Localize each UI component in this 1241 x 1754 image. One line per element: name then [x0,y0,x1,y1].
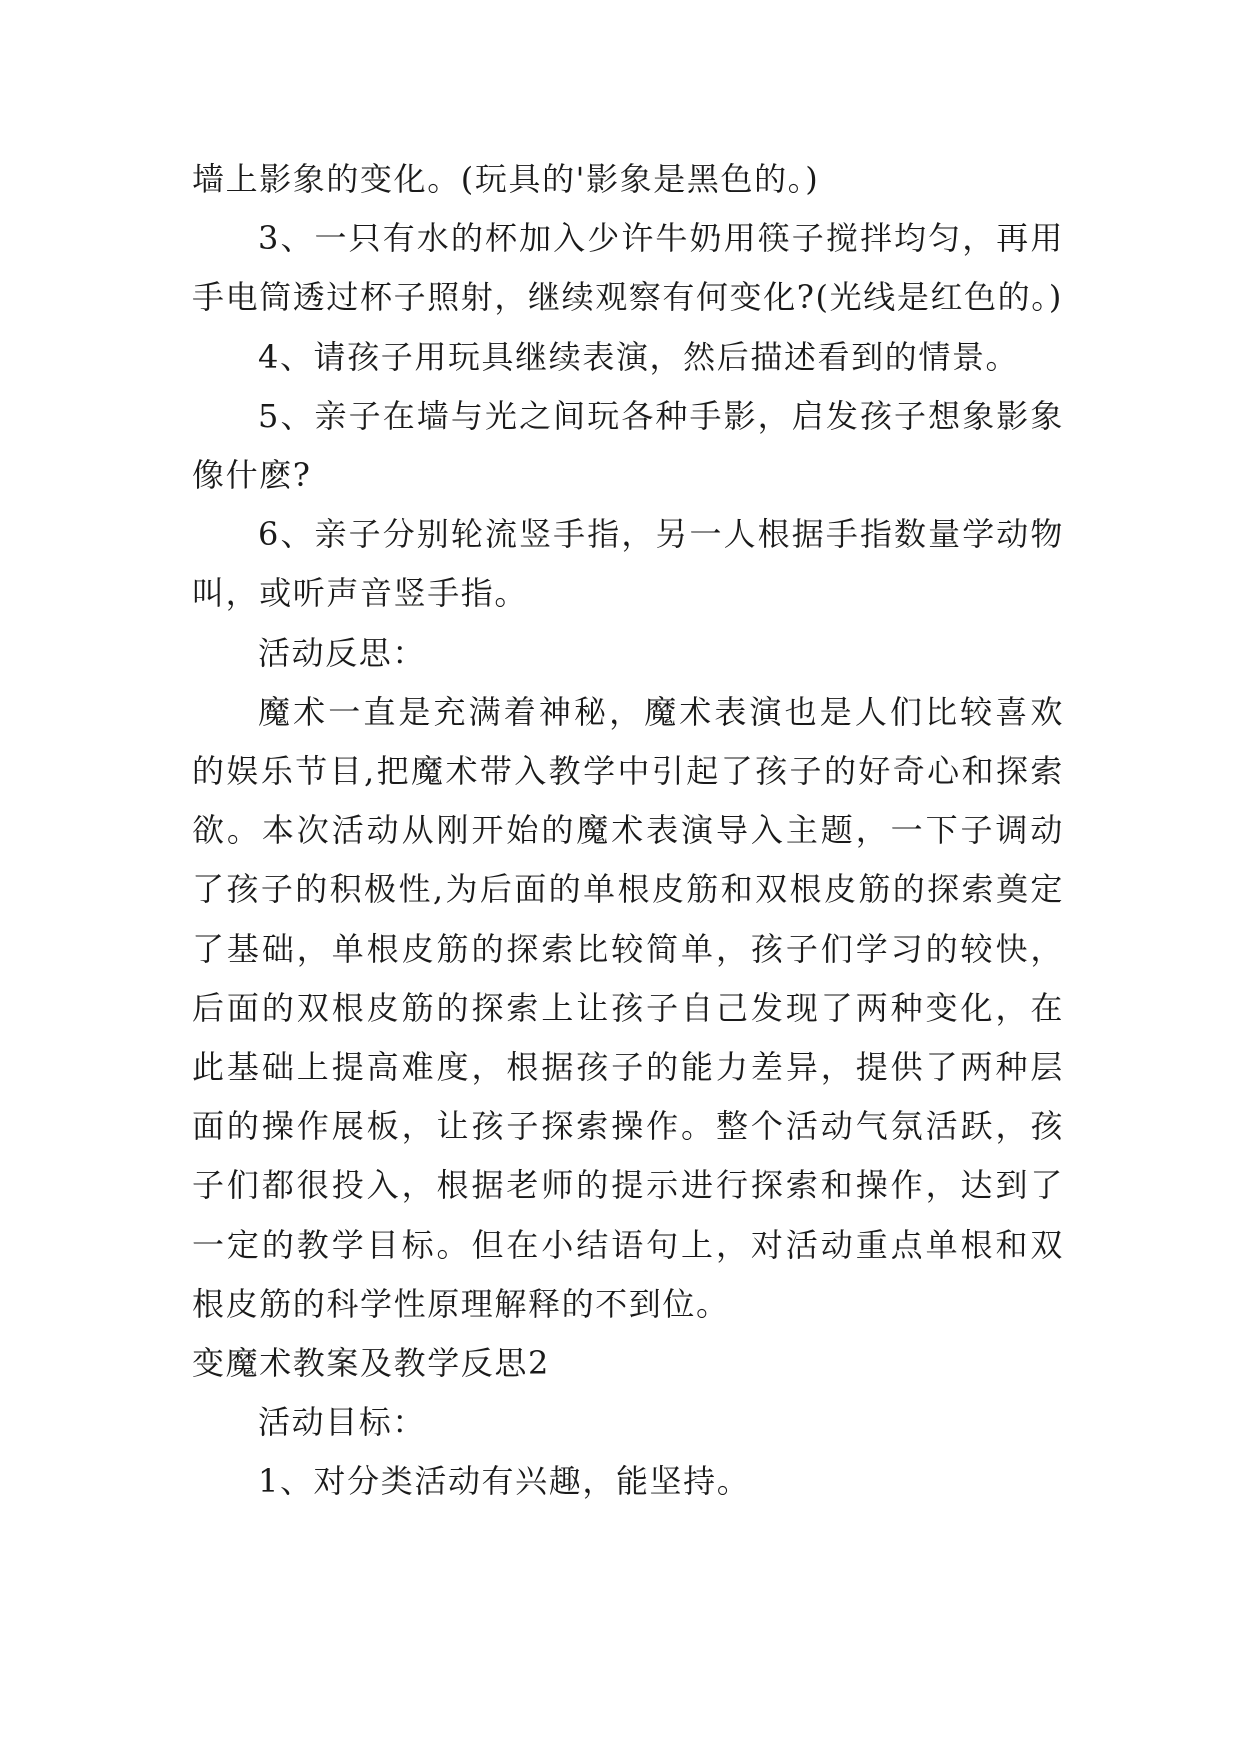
section-label-reflection: 活动反思： [258,633,427,672]
paragraph-shadow-change: 墙上影象的变化。(玩具的'影象是黑色的。) [192,160,820,198]
section-label-goals: 活动目标： [258,1403,427,1442]
paragraph-step-5: 5、亲子在墙与光之间玩各种手影，启发孩子想象影象像什麽? [192,396,1064,495]
paragraph-step-6: 6、亲子分别轮流竖手指，另一人根据手指数量学动物叫，或听声音竖手指。 [192,515,1064,613]
section-heading-lesson-2: 变魔术教案及教学反思2 [192,1344,550,1383]
paragraph-step-3: 3、一只有水的杯加入少许牛奶用筷子搅拌均匀，再用手电筒透过杯子照射，继续观察有何变化?(光线是红色的。) [192,219,1064,317]
document-page [192,150,1064,1512]
paragraph-reflection: 魔术一直是充满着神秘，魔术表演也是人们比较喜欢的娱乐节目,把魔术带入教学中引起了孩子的好奇心和探索欲。本次活动从刚开始的魔术表演导入主题，一下子调动了孩子的积极性,为后面的单根皮筋和双根皮筋的探索奠定了基础，单根皮筋的探索比较简单，孩子们学习的较快，后面的双根皮筋的探索上让孩子自己发现了两种变化，在此基础上提高难度，根据孩子的能力差异，提供了两种层面的操作展板，让孩子探索操作。整个活动气氛活跃，孩子们都很投入，根据老师的提示进行探索和操作，达到了一定的教学目标。但在小结语句上，对活动重点单根和双根皮筋的科学性原理解释的不到位。 [192,692,1064,1323]
paragraph-step-4: 4、请孩子用玩具继续表演，然后描述看到的情景。 [258,337,1020,376]
paragraph-goal-1: 1、对分类活动有兴趣，能坚持。 [258,1462,751,1501]
